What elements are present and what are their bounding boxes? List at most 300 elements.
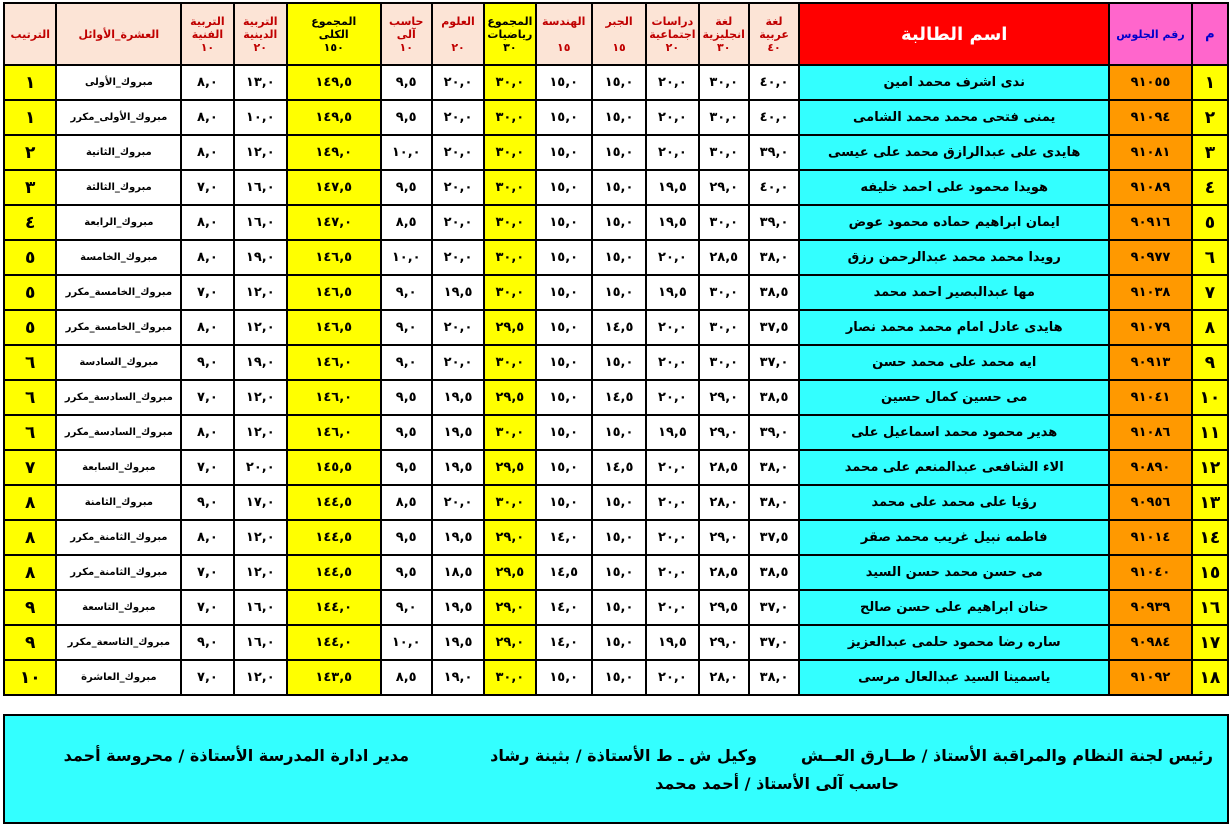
table-row [4, 100, 1228, 135]
arabic-score: ٣٧,٠ [749, 625, 799, 660]
computer-score: ٩,٥ [381, 100, 432, 135]
arabic-score: ٤٠,٠ [749, 65, 799, 100]
geometry-score: ١٥,٠ [536, 415, 592, 450]
student-name: حنان ابراهيم على حسن صالح [799, 590, 1109, 625]
grand-total-score: ١٤٦,٠ [287, 415, 381, 450]
top-ten-message: مبروك_الخامسة_مكرر [56, 275, 181, 310]
header-top-ten: العشرة_الأوائل [56, 3, 181, 65]
algebra-score: ١٤,٥ [592, 380, 646, 415]
social-studies-score: ١٩,٥ [646, 170, 698, 205]
seat-number: ٩١٠٨٩ [1109, 170, 1192, 205]
table-row [4, 450, 1228, 485]
english-score: ٢٩,٠ [699, 415, 749, 450]
student-name: يمنى فتحى محمد محمد الشامى [799, 100, 1109, 135]
religion-score: ١٢,٠ [234, 520, 287, 555]
science-score: ٢٠,٠ [432, 240, 484, 275]
grand-total-score: ١٤٤,٥ [287, 520, 381, 555]
seat-number: ٩١٠٥٥ [1109, 65, 1192, 100]
rank-value: ٤ [4, 205, 56, 240]
geometry-score: ١٤,٠ [536, 625, 592, 660]
grand-total-score: ١٤٤,٠ [287, 590, 381, 625]
header-computer: حاسب آلى ١٠ [381, 3, 432, 65]
table-row [4, 415, 1228, 450]
art-score: ٧,٠ [181, 275, 233, 310]
row-number: ٦ [1192, 240, 1228, 275]
seat-number: ٩٠٩١٦ [1109, 205, 1192, 240]
geometry-score: ١٥,٠ [536, 135, 592, 170]
rank-value: ٩ [4, 625, 56, 660]
algebra-score: ١٥,٠ [592, 520, 646, 555]
seat-number: ٩١٠١٤ [1109, 520, 1192, 555]
arabic-score: ٣٨,٠ [749, 485, 799, 520]
row-number: ١٨ [1192, 660, 1228, 695]
header-social-studies: دراسات اجتماعية ٢٠ [646, 3, 698, 65]
table-row [4, 135, 1228, 170]
table-row [4, 380, 1228, 415]
math-total-score: ٣٠,٠ [484, 65, 535, 100]
art-score: ٨,٠ [181, 65, 233, 100]
row-number: ١٢ [1192, 450, 1228, 485]
grand-total-score: ١٤٦,٥ [287, 275, 381, 310]
art-score: ٩,٠ [181, 345, 233, 380]
math-total-score: ٣٠,٠ [484, 485, 535, 520]
arabic-score: ٣٩,٠ [749, 205, 799, 240]
math-total-score: ٢٩,٥ [484, 450, 535, 485]
top-ten-message: مبروك_الثامنة [56, 485, 181, 520]
religion-score: ١٢,٠ [234, 380, 287, 415]
geometry-score: ١٥,٠ [536, 65, 592, 100]
header-row [4, 3, 1228, 65]
row-number: ٩ [1192, 345, 1228, 380]
header-grand-total: المجموع الكلى ١٥٠ [287, 3, 381, 65]
student-name: مى حسن محمد حسن السيد [799, 555, 1109, 590]
table-row [4, 65, 1228, 100]
row-number: ٧ [1192, 275, 1228, 310]
science-score: ٢٠,٠ [432, 205, 484, 240]
seat-number: ٩١٠٩٢ [1109, 660, 1192, 695]
grand-total-score: ١٤٤,٥ [287, 485, 381, 520]
row-number: ٢ [1192, 100, 1228, 135]
computer-score: ٩,٥ [381, 415, 432, 450]
religion-score: ١٦,٠ [234, 170, 287, 205]
rank-value: ٥ [4, 275, 56, 310]
grand-total-score: ١٤٥,٥ [287, 450, 381, 485]
english-score: ٢٩,٠ [699, 520, 749, 555]
geometry-score: ١٤,٠ [536, 520, 592, 555]
geometry-score: ١٥,٠ [536, 485, 592, 520]
header-student-name: اسم الطالبة [799, 3, 1109, 65]
grand-total-score: ١٤٩,٠ [287, 135, 381, 170]
geometry-score: ١٥,٠ [536, 100, 592, 135]
header-seat-number: رقم الجلوس [1109, 3, 1192, 65]
row-number: ١١ [1192, 415, 1228, 450]
header-english: لغة انجليزية ٣٠ [699, 3, 749, 65]
algebra-score: ١٥,٠ [592, 415, 646, 450]
row-number: ٨ [1192, 310, 1228, 345]
religion-score: ١٩,٠ [234, 240, 287, 275]
social-studies-score: ٢٠,٠ [646, 310, 698, 345]
rank-value: ١٠ [4, 660, 56, 695]
header-math-total: المجموع رياضيات ٣٠ [484, 3, 535, 65]
seat-number: ٩٠٩٧٧ [1109, 240, 1192, 275]
art-score: ٧,٠ [181, 555, 233, 590]
student-name: هويدا محمود على احمد خليفه [799, 170, 1109, 205]
student-name: الاء الشافعى عبدالمنعم على محمد [799, 450, 1109, 485]
student-name: هايدى على عبدالرازق محمد على عيسى [799, 135, 1109, 170]
science-score: ٢٠,٠ [432, 485, 484, 520]
geometry-score: ١٥,٠ [536, 450, 592, 485]
student-name: رويدا محمد محمد عبدالرحمن رزق [799, 240, 1109, 275]
deputy-signature: وكيل ش ـ ط الأستاذة / بثينة رشاد [490, 746, 757, 765]
grand-total-score: ١٤٦,٠ [287, 380, 381, 415]
row-number: ١٤ [1192, 520, 1228, 555]
arabic-score: ٣٧,٠ [749, 590, 799, 625]
social-studies-score: ٢٠,٠ [646, 345, 698, 380]
arabic-score: ٤٠,٠ [749, 100, 799, 135]
social-studies-score: ٢٠,٠ [646, 555, 698, 590]
rank-value: ٦ [4, 415, 56, 450]
science-score: ١٨,٥ [432, 555, 484, 590]
algebra-score: ١٥,٠ [592, 205, 646, 240]
art-score: ٧,٠ [181, 450, 233, 485]
header-number: م [1192, 3, 1228, 65]
geometry-score: ١٥,٠ [536, 345, 592, 380]
social-studies-score: ١٩,٥ [646, 275, 698, 310]
art-score: ٨,٠ [181, 135, 233, 170]
student-name: ساره رضا محمود حلمى عبدالعزيز [799, 625, 1109, 660]
religion-score: ١٢,٠ [234, 275, 287, 310]
arabic-score: ٣٧,٥ [749, 520, 799, 555]
geometry-score: ١٤,٥ [536, 555, 592, 590]
arabic-score: ٣٨,٥ [749, 275, 799, 310]
seat-number: ٩١٠٩٤ [1109, 100, 1192, 135]
math-total-score: ٣٠,٠ [484, 100, 535, 135]
row-number: ١ [1192, 65, 1228, 100]
computer-score: ٩,٥ [381, 450, 432, 485]
math-total-score: ٢٩,٠ [484, 590, 535, 625]
arabic-score: ٣٨,٠ [749, 450, 799, 485]
geometry-score: ١٥,٠ [536, 380, 592, 415]
student-name: رؤيا على محمد على محمد [799, 485, 1109, 520]
computer-score: ٩,٥ [381, 170, 432, 205]
algebra-score: ١٥,٠ [592, 135, 646, 170]
table-row [4, 205, 1228, 240]
grand-total-score: ١٤٣,٥ [287, 660, 381, 695]
row-number: ٥ [1192, 205, 1228, 240]
english-score: ٢٨,٥ [699, 555, 749, 590]
student-name: هدير محمود محمد اسماعيل على [799, 415, 1109, 450]
top-ten-message: مبروك_التاسعة_مكرر [56, 625, 181, 660]
grand-total-score: ١٤٤,٥ [287, 555, 381, 590]
grand-total-score: ١٤٧,٥ [287, 170, 381, 205]
signatures-footer [3, 714, 1229, 824]
table-row [4, 660, 1228, 695]
grand-total-score: ١٤٧,٠ [287, 205, 381, 240]
rank-value: ٨ [4, 555, 56, 590]
art-score: ٧,٠ [181, 590, 233, 625]
computer-score: ٩,٠ [381, 310, 432, 345]
english-score: ٣٠,٠ [699, 275, 749, 310]
algebra-score: ١٥,٠ [592, 485, 646, 520]
rank-value: ٥ [4, 310, 56, 345]
science-score: ١٩,٥ [432, 520, 484, 555]
rank-value: ٩ [4, 590, 56, 625]
art-score: ٨,٠ [181, 520, 233, 555]
table-row [4, 275, 1228, 310]
rank-value: ٨ [4, 520, 56, 555]
grand-total-score: ١٤٩,٥ [287, 65, 381, 100]
student-name: ايمان ابراهيم حماده محمود عوض [799, 205, 1109, 240]
seat-number: ٩٠٩١٣ [1109, 345, 1192, 380]
english-score: ٢٩,٠ [699, 380, 749, 415]
computer-score: ٩,٠ [381, 590, 432, 625]
art-score: ٩,٠ [181, 485, 233, 520]
computer-score: ١٠,٠ [381, 625, 432, 660]
religion-score: ١٦,٠ [234, 625, 287, 660]
seat-number: ٩١٠٨٦ [1109, 415, 1192, 450]
social-studies-score: ٢٠,٠ [646, 520, 698, 555]
student-name: ندى اشرف محمد امين [799, 65, 1109, 100]
row-number: ١٣ [1192, 485, 1228, 520]
table-row [4, 590, 1228, 625]
computer-score: ١٠,٠ [381, 240, 432, 275]
table-row [4, 345, 1228, 380]
religion-score: ١٢,٠ [234, 555, 287, 590]
header-art: التربية الفنية ١٠ [181, 3, 233, 65]
english-score: ٢٨,٠ [699, 485, 749, 520]
algebra-score: ١٥,٠ [592, 65, 646, 100]
grand-total-score: ١٤٤,٠ [287, 625, 381, 660]
student-name: مها عبدالبصير احمد محمد [799, 275, 1109, 310]
top-ten-message: مبروك_التاسعة [56, 590, 181, 625]
table-row [4, 520, 1228, 555]
geometry-score: ١٥,٠ [536, 660, 592, 695]
student-name: مى حسين كمال حسين [799, 380, 1109, 415]
algebra-score: ١٥,٠ [592, 625, 646, 660]
english-score: ٣٠,٠ [699, 65, 749, 100]
art-score: ٨,٠ [181, 100, 233, 135]
results-table [3, 2, 1229, 696]
science-score: ١٩,٥ [432, 625, 484, 660]
top-ten-message: مبروك_الأولى_مكرر [56, 100, 181, 135]
rank-value: ٣ [4, 170, 56, 205]
computer-score: ٨,٥ [381, 205, 432, 240]
social-studies-score: ٢٠,٠ [646, 135, 698, 170]
science-score: ١٩,٥ [432, 275, 484, 310]
arabic-score: ٣٨,٠ [749, 660, 799, 695]
top-ten-message: مبروك_الرابعة [56, 205, 181, 240]
seat-number: ٩١٠٨١ [1109, 135, 1192, 170]
row-number: ١٠ [1192, 380, 1228, 415]
computer-score: ٩,٥ [381, 65, 432, 100]
geometry-score: ١٥,٠ [536, 310, 592, 345]
algebra-score: ١٥,٠ [592, 170, 646, 205]
math-total-score: ٢٩,٠ [484, 520, 535, 555]
english-score: ٢٨,٥ [699, 450, 749, 485]
religion-score: ١٢,٠ [234, 660, 287, 695]
religion-score: ١٠,٠ [234, 100, 287, 135]
student-name: هايدى عادل امام محمد محمد نصار [799, 310, 1109, 345]
algebra-score: ١٥,٠ [592, 240, 646, 275]
science-score: ٢٠,٠ [432, 135, 484, 170]
math-total-score: ٢٩,٥ [484, 555, 535, 590]
algebra-score: ١٥,٠ [592, 100, 646, 135]
social-studies-score: ٢٠,٠ [646, 590, 698, 625]
top-ten-message: مبروك_الثالثة [56, 170, 181, 205]
computer-score: ١٠,٠ [381, 135, 432, 170]
top-ten-message: مبروك_السابعة [56, 450, 181, 485]
math-total-score: ٣٠,٠ [484, 240, 535, 275]
table-row [4, 555, 1228, 590]
religion-score: ١٦,٠ [234, 205, 287, 240]
science-score: ١٩,٥ [432, 590, 484, 625]
committee-head-signature: رئيس لجنة النظام والمراقبة الأستاذ / طــارق العــش [800, 746, 1213, 765]
table-row [4, 310, 1228, 345]
art-score: ٧,٠ [181, 170, 233, 205]
header-science: العلوم ٢٠ [432, 3, 484, 65]
math-total-score: ٣٠,٠ [484, 275, 535, 310]
results-sheet [3, 2, 1229, 824]
math-total-score: ٣٠,٠ [484, 415, 535, 450]
algebra-score: ١٤,٥ [592, 450, 646, 485]
english-score: ٣٠,٠ [699, 100, 749, 135]
seat-number: ٩١٠٧٩ [1109, 310, 1192, 345]
art-score: ٨,٠ [181, 205, 233, 240]
religion-score: ٢٠,٠ [234, 450, 287, 485]
social-studies-score: ١٩,٥ [646, 625, 698, 660]
top-ten-message: مبروك_العاشرة [56, 660, 181, 695]
art-score: ٩,٠ [181, 625, 233, 660]
math-total-score: ٣٠,٠ [484, 205, 535, 240]
english-score: ٢٩,٥ [699, 590, 749, 625]
arabic-score: ٣٨,٠ [749, 240, 799, 275]
top-ten-message: مبروك_السادسة_مكرر [56, 380, 181, 415]
seat-number: ٩٠٩٥٦ [1109, 485, 1192, 520]
religion-score: ١٢,٠ [234, 415, 287, 450]
science-score: ٢٠,٠ [432, 345, 484, 380]
computer-score: ٨,٥ [381, 660, 432, 695]
math-total-score: ٢٩,٥ [484, 380, 535, 415]
seat-number: ٩٠٩٣٩ [1109, 590, 1192, 625]
header-rank: الترتيب [4, 3, 56, 65]
grand-total-score: ١٤٦,٥ [287, 240, 381, 275]
science-score: ٢٠,٠ [432, 310, 484, 345]
computer-score: ٩,٥ [381, 380, 432, 415]
english-score: ٢٩,٠ [699, 625, 749, 660]
religion-score: ١٣,٠ [234, 65, 287, 100]
geometry-score: ١٥,٠ [536, 240, 592, 275]
arabic-score: ٣٨,٥ [749, 380, 799, 415]
arabic-score: ٣٩,٠ [749, 415, 799, 450]
rank-value: ٦ [4, 345, 56, 380]
grand-total-score: ١٤٩,٥ [287, 100, 381, 135]
art-score: ٧,٠ [181, 660, 233, 695]
row-number: ١٧ [1192, 625, 1228, 660]
algebra-score: ١٥,٠ [592, 275, 646, 310]
arabic-score: ٣٩,٠ [749, 135, 799, 170]
top-ten-message: مبروك_الثامنة_مكرر [56, 555, 181, 590]
table-row [4, 625, 1228, 660]
english-score: ٣٠,٠ [699, 205, 749, 240]
science-score: ٢٠,٠ [432, 170, 484, 205]
seat-number: ٩١٠٤١ [1109, 380, 1192, 415]
science-score: ٢٠,٠ [432, 65, 484, 100]
principal-signature: مدير ادارة المدرسة الأستاذة / محروسة أحمد [63, 746, 409, 765]
social-studies-score: ٢٠,٠ [646, 100, 698, 135]
english-score: ٣٠,٠ [699, 310, 749, 345]
algebra-score: ١٥,٠ [592, 590, 646, 625]
science-score: ١٩,٥ [432, 415, 484, 450]
science-score: ١٩,٥ [432, 380, 484, 415]
rank-value: ٥ [4, 240, 56, 275]
art-score: ٨,٠ [181, 310, 233, 345]
rank-value: ٦ [4, 380, 56, 415]
top-ten-message: مبروك_الخامسة [56, 240, 181, 275]
arabic-score: ٣٧,٠ [749, 345, 799, 380]
arabic-score: ٣٧,٥ [749, 310, 799, 345]
computer-score: ٩,٥ [381, 520, 432, 555]
student-name: فاطمه نبيل غريب محمد صقر [799, 520, 1109, 555]
social-studies-score: ٢٠,٠ [646, 65, 698, 100]
art-score: ٧,٠ [181, 380, 233, 415]
english-score: ٣٠,٠ [699, 345, 749, 380]
seat-number: ٩١٠٣٨ [1109, 275, 1192, 310]
social-studies-score: ٢٠,٠ [646, 380, 698, 415]
math-total-score: ٣٠,٠ [484, 660, 535, 695]
math-total-score: ٣٠,٠ [484, 135, 535, 170]
student-name: ايه محمد على محمد حسن [799, 345, 1109, 380]
english-score: ٢٩,٠ [699, 170, 749, 205]
row-number: ١٥ [1192, 555, 1228, 590]
computer-score: ٩,٥ [381, 555, 432, 590]
science-score: ١٩,٥ [432, 450, 484, 485]
math-total-score: ٣٠,٠ [484, 345, 535, 380]
art-score: ٨,٠ [181, 415, 233, 450]
top-ten-message: مبروك_الثانية [56, 135, 181, 170]
social-studies-score: ١٩,٥ [646, 415, 698, 450]
science-score: ٢٠,٠ [432, 100, 484, 135]
rank-value: ٢ [4, 135, 56, 170]
arabic-score: ٤٠,٠ [749, 170, 799, 205]
rank-value: ١ [4, 65, 56, 100]
social-studies-score: ٢٠,٠ [646, 450, 698, 485]
grand-total-score: ١٤٦,٥ [287, 310, 381, 345]
social-studies-score: ٢٠,٠ [646, 485, 698, 520]
math-total-score: ٢٩,٠ [484, 625, 535, 660]
english-score: ٢٨,٠ [699, 660, 749, 695]
religion-score: ١٢,٠ [234, 310, 287, 345]
math-total-score: ٣٠,٠ [484, 170, 535, 205]
header-geometry: الهندسة ١٥ [536, 3, 592, 65]
religion-score: ١٢,٠ [234, 135, 287, 170]
seat-number: ٩٠٩٨٤ [1109, 625, 1192, 660]
geometry-score: ١٥,٠ [536, 170, 592, 205]
rank-value: ١ [4, 100, 56, 135]
rank-value: ٨ [4, 485, 56, 520]
art-score: ٨,٠ [181, 240, 233, 275]
row-number: ١٦ [1192, 590, 1228, 625]
table-row [4, 170, 1228, 205]
social-studies-score: ١٩,٥ [646, 205, 698, 240]
row-number: ٣ [1192, 135, 1228, 170]
computer-teacher-signature: حاسب آلى الأستاذ / أحمد محمد [655, 774, 899, 793]
header-arabic: لغة عربية ٤٠ [749, 3, 799, 65]
grand-total-score: ١٤٦,٠ [287, 345, 381, 380]
table-row [4, 485, 1228, 520]
table-row [4, 240, 1228, 275]
computer-score: ٩,٠ [381, 345, 432, 380]
header-religion: التربية الدينية ٢٠ [234, 3, 287, 65]
